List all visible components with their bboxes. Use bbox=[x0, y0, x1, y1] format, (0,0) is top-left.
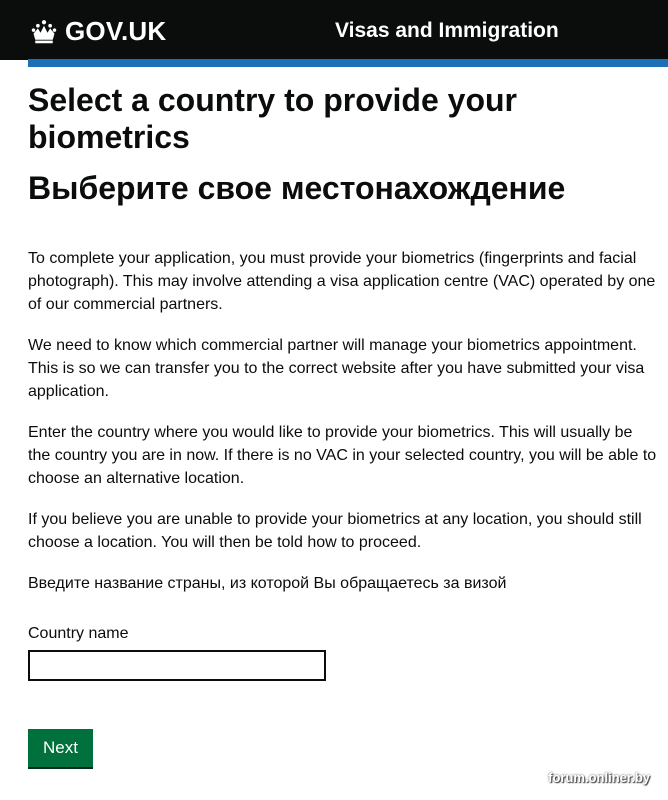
russian-prompt: Введите название страны, из которой Вы обращаетесь за визой bbox=[28, 575, 507, 592]
partner-paragraph: We need to know which commercial partner will manage your biometrics appointment. This is so we can transfer you to the correct website after you have submitted your visa application. bbox=[28, 337, 645, 400]
country-name-input[interactable] bbox=[28, 650, 326, 681]
watermark-text: forum.onliner.by bbox=[548, 770, 650, 785]
govuk-logo-link[interactable] bbox=[30, 14, 166, 48]
header-blue-stripe bbox=[28, 59, 668, 67]
country-name-label: Country name bbox=[28, 625, 129, 642]
logo-text: GOV.UK bbox=[65, 15, 167, 46]
page-title: Select a country to provide your biometrics bbox=[28, 82, 517, 155]
service-name-link[interactable]: Visas and Immigration bbox=[335, 19, 559, 42]
enter-country-paragraph: Enter the country where you would like to provide your biometrics. This will usually be the country you are in now. If there is no VAC in your selected country, you will be able to choose an alternative location. bbox=[28, 424, 657, 487]
page-title-russian: Выберите свое местонахождение bbox=[28, 170, 566, 206]
unable-paragraph: If you believe you are unable to provide your biometrics at any location, you should still choose a location. You will then be told how to proceed. bbox=[28, 511, 642, 551]
main-content bbox=[28, 82, 658, 681]
intro-paragraph: To complete your application, you must provide your biometrics (fingerprints and facial photograph). This may involve attending a visa application centre (VAC) operated by one of our commercial partners. bbox=[28, 250, 656, 313]
site-header bbox=[0, 0, 668, 60]
next-button[interactable]: Next bbox=[28, 729, 93, 767]
crown-icon bbox=[30, 17, 58, 45]
